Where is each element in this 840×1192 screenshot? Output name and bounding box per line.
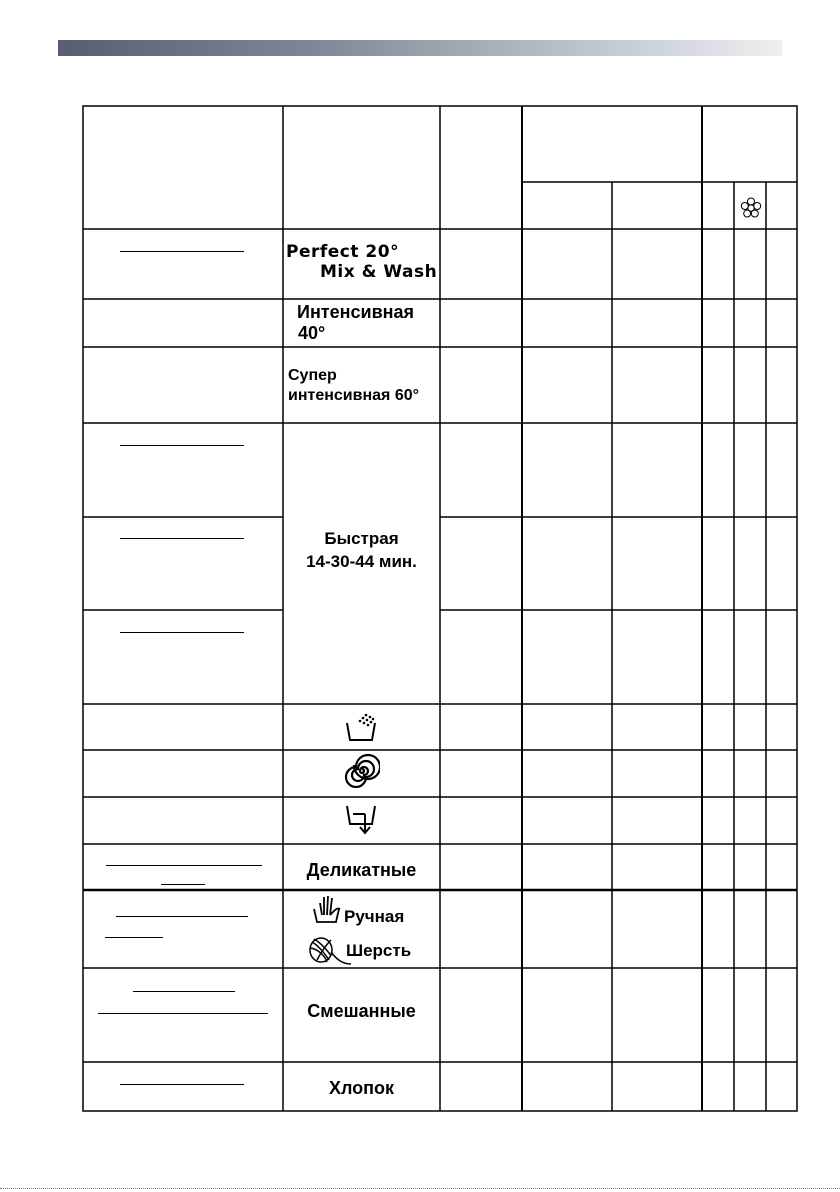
program-name-line1: Смешанные [307, 1001, 416, 1021]
program-name-line2: Шерсть [346, 941, 412, 960]
program-mixed [283, 1001, 440, 1021]
program-name-line2: Mix & Wash [320, 262, 438, 282]
blank-field-line [106, 865, 262, 866]
blank-field-line [161, 884, 205, 885]
blank-field-line [105, 937, 163, 938]
page-bottom-dotted-edge [0, 1188, 840, 1189]
program-name-line1: Супер [288, 367, 337, 384]
blank-field-line [133, 991, 235, 992]
program-cotton [283, 1078, 440, 1098]
hand-wash-icon [312, 893, 344, 925]
program-wool [346, 941, 440, 961]
program-super-intensive-60 [283, 366, 440, 406]
program-name-line1: Деликатные [306, 860, 417, 880]
program-name-line1: Интенсивная [297, 302, 415, 322]
program-name-line1: Быстрая [324, 529, 399, 548]
blank-field-line [120, 538, 244, 539]
program-name-line2: 14-30-44 мин. [306, 552, 417, 571]
blank-field-line [116, 916, 248, 917]
blank-field-line [120, 251, 244, 252]
program-name-line2: интенсивная 60° [288, 387, 420, 404]
program-intensive-40 [283, 302, 440, 344]
blank-field-line [98, 1013, 268, 1014]
program-name-line2: 40° [298, 323, 326, 343]
program-quick [283, 527, 440, 573]
flower-icon [738, 195, 764, 221]
drain-icon [344, 802, 378, 836]
spin-spiral-icon [344, 753, 380, 789]
program-name-line1: Perfect 20° [286, 242, 400, 262]
program-hand-wash [344, 907, 440, 927]
program-name-line1: Ручная [344, 907, 405, 926]
program-delicate [283, 860, 440, 880]
blank-field-line [120, 445, 244, 446]
wool-yarn-icon [305, 928, 351, 968]
blank-field-line [120, 1084, 244, 1085]
blank-field-line [120, 632, 244, 633]
program-perfect-20 [283, 242, 443, 282]
program-name-line1: Хлопок [328, 1078, 395, 1098]
rinse-icon [344, 711, 378, 743]
